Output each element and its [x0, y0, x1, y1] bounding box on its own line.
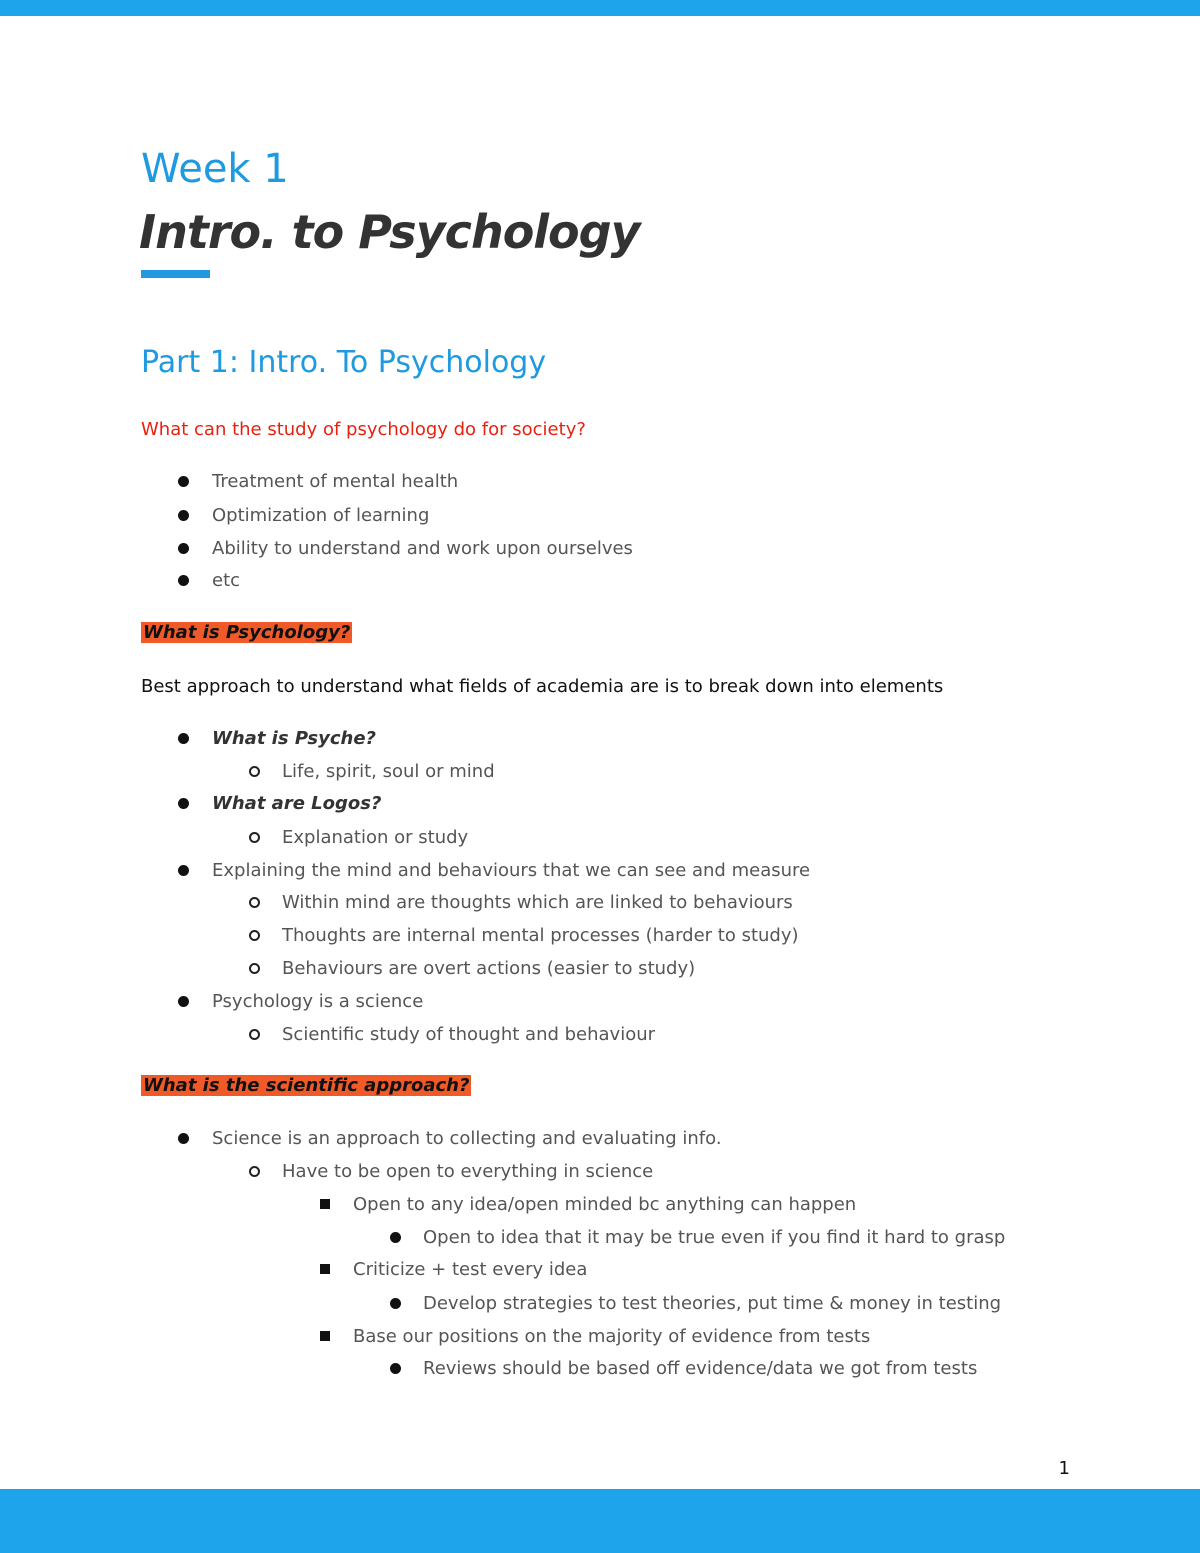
list-item: Explanation or study [282, 827, 469, 848]
list-item: etc [212, 570, 241, 591]
section1-question: What can the study of psychology do for society? [141, 419, 586, 440]
top-accent-band [0, 0, 1200, 16]
bullet-circle-icon [249, 832, 260, 843]
list-item: What is Psyche? [212, 728, 376, 749]
bullet-disc-icon [178, 1133, 189, 1144]
bullet-disc-icon [178, 476, 189, 487]
list-item: Explaining the mind and behaviours that we can see and measure [212, 860, 811, 881]
bullet-disc-icon [178, 575, 189, 586]
bullet-disc-icon [390, 1298, 401, 1309]
bullet-square-icon [320, 1264, 330, 1274]
bullet-circle-icon [249, 1029, 260, 1040]
list-item: Treatment of mental health [212, 471, 459, 492]
list-item: Develop strategies to test theories, put time & money in testing [423, 1293, 1002, 1314]
bullet-circle-icon [249, 897, 260, 908]
list-item: Reviews should be based off evidence/data we got from tests [423, 1358, 978, 1379]
bullet-disc-icon [178, 996, 189, 1007]
list-item: Science is an approach to collecting and evaluating info. [212, 1128, 722, 1149]
list-item: Behaviours are overt actions (easier to study) [282, 958, 696, 979]
section2-intro: Best approach to understand what fields of academia are is to break down into elements [141, 676, 944, 697]
list-item: What are Logos? [212, 793, 382, 814]
section3-heading: What is the scientific approach? [143, 1075, 470, 1096]
bullet-square-icon [320, 1199, 330, 1209]
bullet-disc-icon [178, 798, 189, 809]
bottom-accent-band [0, 1489, 1200, 1553]
page-number: 1 [1058, 1458, 1070, 1479]
list-item: Thoughts are internal mental processes (harder to study) [282, 925, 799, 946]
bullet-disc-icon [390, 1232, 401, 1243]
bullet-disc-icon [178, 865, 189, 876]
bullet-circle-icon [249, 930, 260, 941]
list-item: Base our positions on the majority of evidence from tests [353, 1326, 871, 1347]
bullet-square-icon [320, 1331, 330, 1341]
list-item: Have to be open to everything in science [282, 1161, 654, 1182]
bullet-circle-icon [249, 766, 260, 777]
document-title: Intro. to Psychology [139, 205, 640, 259]
part-heading: Part 1: Intro. To Psychology [141, 345, 547, 380]
bullet-disc-icon [178, 733, 189, 744]
bullet-disc-icon [178, 543, 189, 554]
title-underline [141, 270, 210, 278]
bullet-disc-icon [178, 510, 189, 521]
list-item: Life, spirit, soul or mind [282, 761, 495, 782]
list-item: Open to any idea/open minded bc anything can happen [353, 1194, 857, 1215]
week-title: Week 1 [141, 146, 289, 192]
list-item: Scientific study of thought and behaviour [282, 1024, 656, 1045]
list-item: Psychology is a science [212, 991, 424, 1012]
list-item: Criticize + test every idea [353, 1259, 588, 1280]
bullet-circle-icon [249, 1166, 260, 1177]
list-item: Within mind are thoughts which are linked to behaviours [282, 892, 793, 913]
list-item: Ability to understand and work upon ourselves [212, 538, 633, 559]
bullet-disc-icon [390, 1363, 401, 1374]
list-item: Open to idea that it may be true even if you find it hard to grasp [423, 1227, 1006, 1248]
section2-heading: What is Psychology? [143, 622, 351, 643]
bullet-circle-icon [249, 963, 260, 974]
list-item: Optimization of learning [212, 505, 430, 526]
